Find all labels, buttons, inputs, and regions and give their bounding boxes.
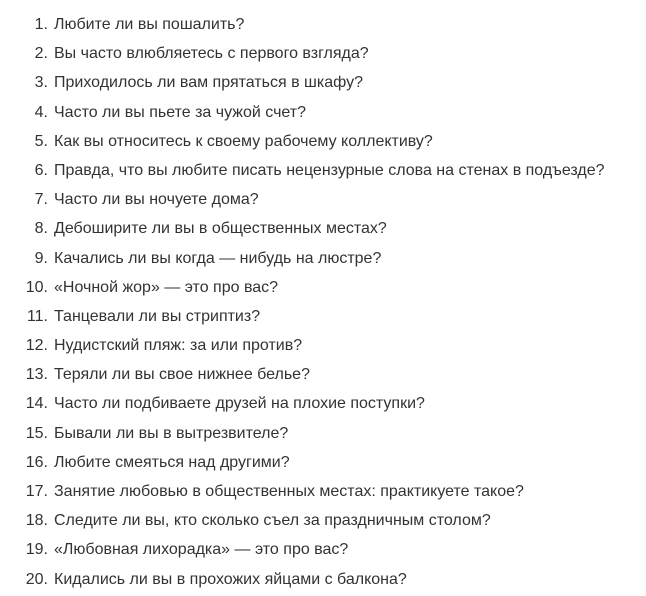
question-text: Часто ли вы пьете за чужой счет? — [54, 103, 307, 121]
question-number: 4. — [34, 103, 48, 121]
question-text: Вы часто влюбляетесь с первого взгляда? — [54, 45, 369, 63]
list-item — [0, 506, 646, 535]
question-number: 1. — [34, 16, 48, 33]
question-number: 11. — [26, 307, 48, 325]
list-item — [0, 565, 646, 594]
list-item — [0, 185, 646, 214]
question-number: 8. — [34, 220, 48, 238]
question-text: «Ночной жор» — это про вас? — [54, 278, 279, 296]
question-text: Занятие любовью в общественных местах: практикуете такое? — [54, 483, 524, 500]
question-text: Любите смеяться над другими? — [54, 453, 290, 471]
question-list — [0, 10, 646, 594]
question-text: Дебоширите ли вы в общественных местах? — [54, 220, 387, 238]
question-number: 19. — [25, 541, 48, 559]
question-text: Танцевали ли вы стриптиз? — [54, 307, 261, 325]
question-number: 18. — [25, 512, 48, 530]
question-text: Любите ли вы пошалить? — [54, 16, 245, 33]
question-text: Как вы относитесь к своему рабочему коллективу? — [54, 132, 433, 150]
question-text: «Любовная лихорадка» — это про вас? — [54, 541, 349, 559]
question-number: 5. — [34, 132, 48, 150]
question-text: Часто ли подбиваете друзей на плохие поступки? — [54, 395, 425, 413]
question-text: Часто ли вы ночуете дома? — [54, 191, 259, 209]
question-number: 14. — [25, 395, 48, 413]
list-item — [0, 214, 646, 243]
question-text: Нудистский пляж: за или против? — [54, 337, 303, 355]
list-item — [0, 331, 646, 360]
question-number: 17. — [25, 483, 48, 500]
question-text: Бывали ли вы в вытрезвителе? — [54, 424, 289, 442]
list-item — [0, 360, 646, 389]
list-item — [0, 302, 646, 331]
list-item — [0, 389, 646, 418]
question-text: Правда, что вы любите писать нецензурные слова на стенах в подъезде? — [54, 161, 605, 179]
question-text: Следите ли вы, кто сколько съел за праздничным столом? — [54, 512, 491, 530]
question-number: 10. — [25, 278, 48, 296]
question-text: Кидались ли вы в прохожих яйцами с балкона? — [54, 570, 407, 588]
question-number: 2. — [34, 45, 48, 63]
list-item — [0, 419, 646, 448]
list-item — [0, 448, 646, 477]
list-item — [0, 477, 646, 506]
question-number: 7. — [34, 191, 48, 209]
question-text: Приходилось ли вам прятаться в шкафу? — [54, 74, 363, 92]
list-item — [0, 98, 646, 127]
list-item — [0, 127, 646, 156]
question-number: 16. — [25, 453, 48, 471]
list-item — [0, 10, 646, 39]
question-text: Качались ли вы когда — нибудь на люстре? — [54, 249, 382, 267]
list-item — [0, 535, 646, 564]
question-number: 15. — [25, 424, 48, 442]
list-item — [0, 39, 646, 68]
list-item — [0, 244, 646, 273]
list-item — [0, 156, 646, 185]
question-number: 12. — [25, 337, 48, 355]
question-number: 6. — [34, 161, 48, 179]
question-number: 3. — [34, 74, 48, 92]
question-number: 9. — [34, 249, 48, 267]
question-number: 13. — [25, 366, 48, 384]
list-item — [0, 68, 646, 97]
question-number: 20. — [25, 570, 48, 588]
question-text: Теряли ли вы свое нижнее белье? — [54, 366, 310, 384]
list-item — [0, 273, 646, 302]
